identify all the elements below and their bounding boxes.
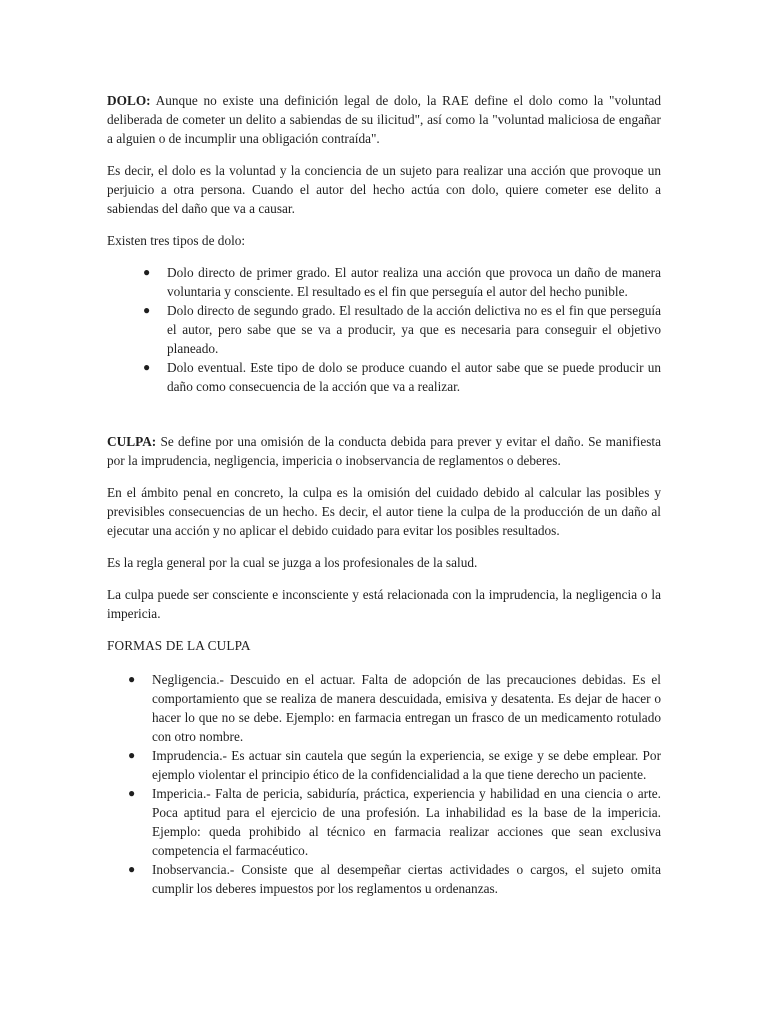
list-item [107, 670, 661, 746]
list-item [107, 860, 661, 898]
culpa-definition-text: Se define por una omisión de la conducta debida para prever y evitar el daño. Se manifiesta por la imprudencia, negligencia, impericia o inobservancia de reglamentos o deberes. [107, 434, 661, 468]
bullet-icon: ● [128, 672, 136, 686]
bullet-icon: ● [128, 786, 136, 800]
list-item-text: Negligencia.- Descuido en el actuar. Falta de adopción de las precauciones debidas. Es el comportamiento que se realiza de manera descuidada, emisiva y desatenta. Es dejar de hacer o hacer lo que no se debe. Ejemplo: en farmacia entregan un frasco de un medicamento rotulado con otro nombre. [152, 672, 661, 744]
list-item [107, 263, 661, 301]
culpa-rule-paragraph: Es la regla general por la cual se juzga a los profesionales de la salud. [107, 555, 478, 570]
culpa-forms-heading: FORMAS DE LA CULPA [107, 638, 251, 653]
list-item [107, 301, 661, 358]
culpa-explanation-paragraph: En el ámbito penal en concreto, la culpa es la omisión del cuidado debido al calcular las posibles y previsibles consecuencias de un hecho. Es decir, el autor tiene la culpa de la producción de un daño al ejecutar una acción y no aplicar el debido cuidado para evitar los posibles resultados. [107, 485, 661, 538]
culpa-types-paragraph: La culpa puede ser consciente e inconsciente y está relacionada con la imprudencia, la negligencia o la impericia. [107, 587, 661, 621]
list-item [107, 358, 661, 396]
section-spacer [107, 396, 661, 432]
list-item-text: Impericia.- Falta de pericia, sabiduría, práctica, experiencia y habilidad en una ciencia o arte. Poca aptitud para el ejercicio de una profesión. La inhabilidad es la base de la impericia. Ejemplo: queda prohibido al técnico en farmacia realizar acciones que sean exclusiva competencia el farmacéutico. [152, 786, 661, 858]
bullet-icon: ● [128, 862, 136, 876]
list-item-text: Inobservancia.- Consiste que al desempeñar ciertas actividades o cargos, el sujeto omita cumplir los deberes impuestos por los reglamentos u ordenanzas. [152, 862, 661, 896]
bullet-icon: ● [128, 748, 136, 762]
list-item [107, 784, 661, 860]
dolo-explanation-paragraph: Es decir, el dolo es la voluntad y la conciencia de un sujeto para realizar una acción que provoque un perjuicio a otra persona. Cuando el autor del hecho actúa con dolo, quiere cometer ese delito a sabiendas del daño que va a causar. [107, 163, 661, 216]
list-item [107, 746, 661, 784]
list-item-text: Imprudencia.- Es actuar sin cautela que según la experiencia, se exige y se debe emplear. Por ejemplo violentar el principio ético de la confidencialidad a la que tiene derecho un paciente. [152, 748, 661, 782]
list-item-text: Dolo directo de primer grado. El autor realiza una acción que provoca un daño de manera voluntaria y consciente. El resultado es el fin que perseguía el autor del hecho punible. [167, 265, 661, 299]
dolo-definition-paragraph [107, 91, 661, 148]
dolo-term: DOLO: [107, 93, 151, 108]
list-item-text: Dolo directo de segundo grado. El resultado de la acción delictiva no es el fin que perseguía el autor, pero sabe que se va a producir, ya que es necesaria para conseguir el objetivo planeado. [167, 303, 661, 356]
culpa-definition-paragraph [107, 432, 661, 470]
document-page [107, 91, 661, 898]
bullet-icon: ● [143, 265, 151, 279]
dolo-definition-text: Aunque no existe una definición legal de dolo, la RAE define el dolo como la "voluntad deliberada de cometer un delito a sabiendas de su ilicitud", así como la "voluntad maliciosa de engañar a alguien o de incumplir una obligación contraída". [107, 93, 662, 146]
bullet-icon: ● [143, 360, 151, 374]
dolo-types-intro: Existen tres tipos de dolo: [107, 233, 246, 248]
list-item-text: Dolo eventual. Este tipo de dolo se produce cuando el autor sabe que se puede producir un daño como consecuencia de la acción que va a realizar. [167, 360, 661, 394]
dolo-types-list [107, 263, 661, 396]
bullet-icon: ● [143, 303, 151, 317]
culpa-term: CULPA: [107, 434, 157, 449]
culpa-forms-list [107, 670, 661, 898]
